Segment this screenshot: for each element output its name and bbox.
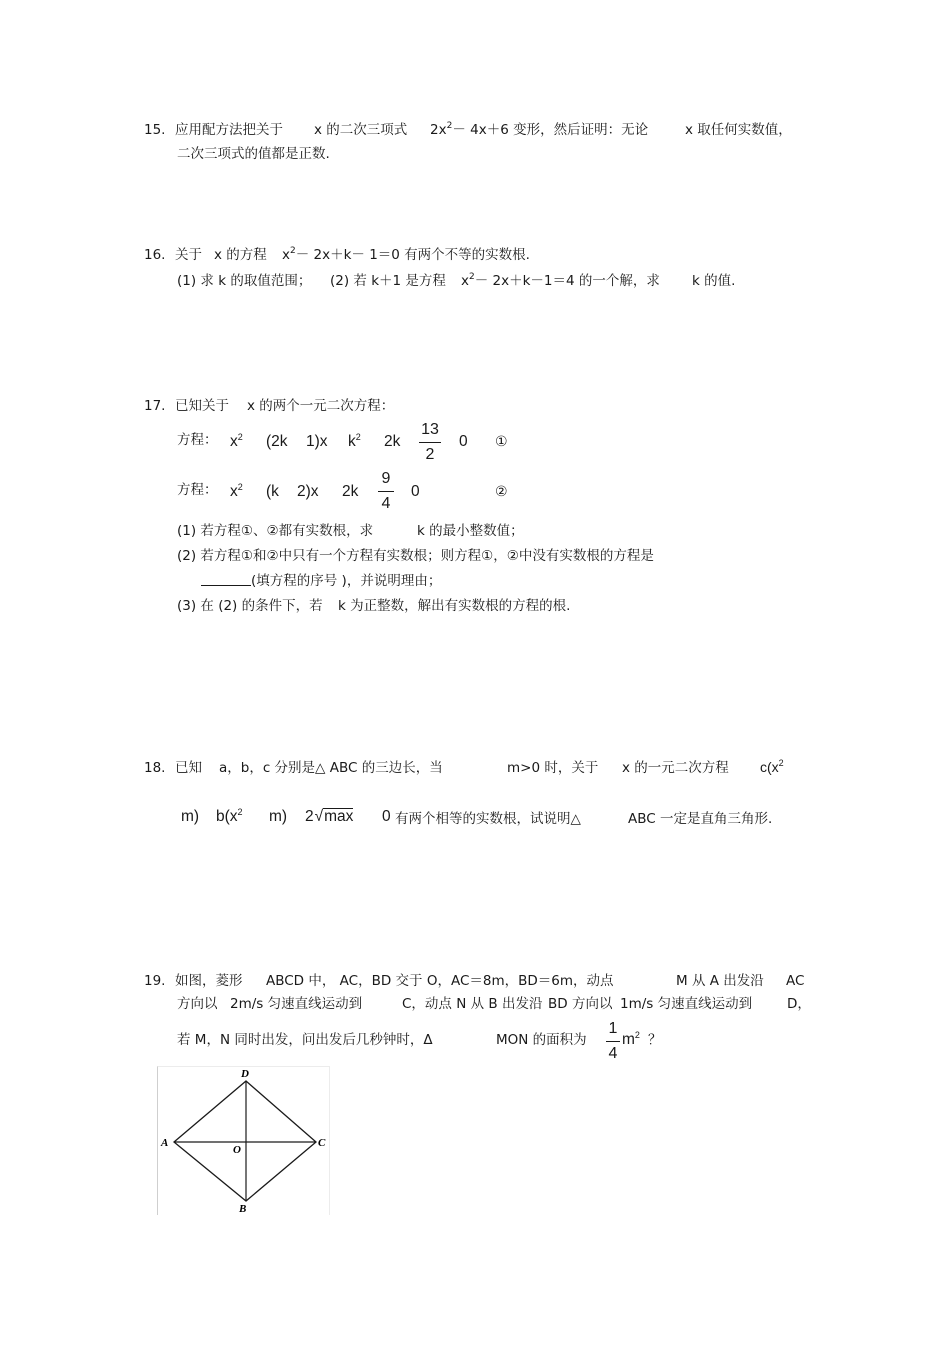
q16-text-a: 关于 <box>175 247 202 263</box>
q15-expression: $2x^2- 4x+6$ 变形，然后证明：无论 <box>430 121 649 138</box>
q16-part2-a: (2) 若 k＋1 是方程 <box>330 273 446 289</box>
q17-eq2-label: 方程： <box>177 482 218 498</box>
q19-l2-a: 方向以 <box>177 996 218 1012</box>
q19-text-d: AC <box>786 973 805 989</box>
q18-text-c: m>0 时，关于 <box>507 760 599 776</box>
vertex-label-c: C <box>318 1137 326 1149</box>
q18-l2-sqrt-term: 2√max <box>305 808 354 825</box>
q18-expression-start: $c(x^2$ <box>760 758 784 775</box>
q17-eq1-term-d: $k^2$ <box>348 432 361 450</box>
q17-eq1-mark: ① <box>495 434 508 450</box>
q15-text-b: x 的二次三项式 <box>314 122 408 138</box>
q17-eq1-label: 方程： <box>177 432 218 448</box>
q18-l2-text-a: 有两个相等的实数根，试说明△ <box>395 811 581 827</box>
q19-l2-e: 1m/s 匀速直线运动到 <box>620 996 753 1012</box>
q18-number: 18. <box>144 760 166 776</box>
q19-text-a: 如图，菱形 <box>175 973 243 989</box>
q17-text-b: x 的两个一元二次方程： <box>247 398 395 414</box>
q17-eq2-term-c: 2)x <box>297 483 319 500</box>
rhombus-diagram <box>158 1067 329 1215</box>
q17-eq1-fraction: 13 2 <box>419 420 441 465</box>
q16-part2-equation: $x^2- 2x+k-1=4$ 的一个解，求 <box>461 272 660 289</box>
q17-eq2-zero: 0 <box>411 483 420 500</box>
q17-eq2-x: $x^2$ <box>230 482 243 500</box>
q17-part3-b: k 为正整数，解出有实数根的方程的根. <box>338 598 571 614</box>
answer-blank <box>201 573 251 586</box>
q18-l2-zero: 0 <box>382 808 391 825</box>
q15-text-a: 应用配方法把关于 <box>175 122 283 138</box>
q17-part1-a: (1) 若方程①、②都有实数根，求 <box>177 523 374 539</box>
q17-number: 17. <box>144 398 166 414</box>
q19-l2-b: 2m/s 匀速直线运动到 <box>230 996 363 1012</box>
q19-text-c: M 从 A 出发沿 <box>676 973 764 989</box>
q19-l2-f: D， <box>787 996 811 1012</box>
q18-l2-term-b: $b(x^2$ <box>216 807 243 825</box>
q19-l3-b: MON 的面积为 <box>496 1032 587 1048</box>
vertex-label-b: B <box>239 1203 247 1215</box>
q15-text-c: x 取任何实数值， <box>685 122 792 138</box>
vertex-label-a: A <box>161 1137 169 1149</box>
q18-l2-text-b: ABC 一定是直角三角形. <box>628 811 773 827</box>
q15-text-line2: 二次三项式的值都是正数. <box>177 146 330 162</box>
q16-part1: (1) 求 k 的取值范围； <box>177 273 312 289</box>
q17-eq1-zero: 0 <box>459 433 468 450</box>
q17-eq1-term-c: 1)x <box>306 433 328 450</box>
center-label-o: O <box>233 1144 241 1156</box>
q19-area-fraction: 1 4 <box>606 1019 620 1064</box>
q18-text-b: a，b，c 分别是△ ABC 的三边长，当 <box>219 760 443 776</box>
q17-eq1-term-b: (2k <box>266 433 288 450</box>
q19-l3-a: 若 M，N 同时出发，问出发后几秒钟时，Δ <box>177 1032 433 1048</box>
q17-eq1-x: $x^2$ <box>230 432 243 450</box>
q18-l2-term-a: m) <box>181 808 200 825</box>
q17-eq2-term-b: (k <box>266 483 279 500</box>
q16-number: 16. <box>144 247 166 263</box>
q16-text-b: x 的方程 <box>214 247 267 263</box>
q19-question-mark: ？ <box>648 1032 662 1048</box>
q17-eq2-mark: ② <box>495 484 508 500</box>
q17-eq1-term-e: 2k <box>384 433 401 450</box>
q18-l2-term-c: m) <box>269 808 288 825</box>
q18-text-d: x 的一元二次方程 <box>622 760 729 776</box>
q17-text-a: 已知关于 <box>175 398 229 414</box>
q17-eq2-fraction: 9 4 <box>378 469 394 514</box>
q15-number: 15. <box>144 122 166 138</box>
sqrt-radicand: max <box>324 808 354 825</box>
q17-part1-b: k 的最小整数值； <box>417 523 524 539</box>
vertex-label-d: D <box>241 1068 249 1080</box>
q19-area-unit: $m^2$ <box>622 1030 640 1048</box>
q19-l2-d: BD 方向以 <box>548 996 613 1012</box>
q17-part2-blank-line: (填方程的序号 )，并说明理由； <box>201 572 441 590</box>
q16-part2-d: k 的值. <box>692 273 736 289</box>
rhombus-outline <box>174 1081 316 1201</box>
q17-part2: (2) 若方程①和②中只有一个方程有实数根；则方程①，②中没有实数根的方程是 <box>177 548 654 564</box>
q17-eq2-term-d: 2k <box>342 483 359 500</box>
q18-text-a: 已知 <box>175 760 202 776</box>
q19-text-b: ABCD 中， AC，BD 交于 O，AC＝8m，BD＝6m，动点 <box>266 973 614 989</box>
q16-equation: $x^2- 2x+k- 1=0$ 有两个不等的实数根. <box>282 246 530 263</box>
rhombus-figure <box>157 1066 330 1215</box>
q19-l2-c: C，动点 N 从 B 出发沿 <box>402 996 543 1012</box>
q19-number: 19. <box>144 973 166 989</box>
q17-part3-a: (3) 在 (2) 的条件下，若 <box>177 598 323 614</box>
